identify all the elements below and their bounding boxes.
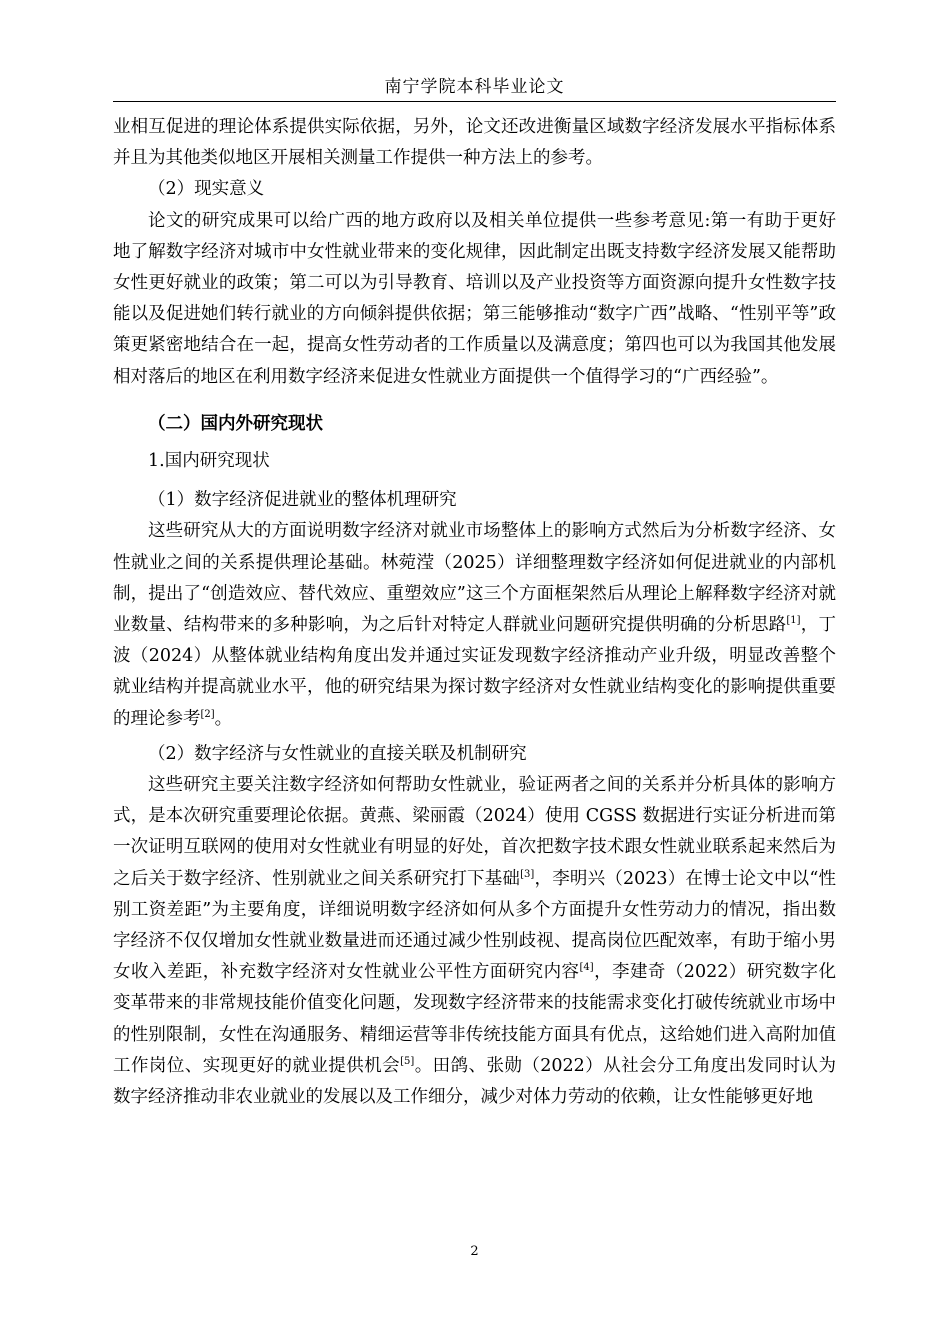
direct-link-paragraph <box>113 770 836 1113</box>
mechanism-paragraph <box>113 516 836 734</box>
text-run: 。 <box>214 708 233 729</box>
subsubsection-heading-direct-link: （2）数字经济与女性就业的直接关联及机制研究 <box>148 743 527 764</box>
text-run: ，丁波（2024）从整体就业结构角度出发并通过实证发现数字经济推动产业升级，明显改善整个就业结构并提高就业水平，他的研究结果为探讨数字经济对女性就业结构变化的影响提供重要的理论参考 <box>113 615 837 729</box>
body-text <box>113 112 836 1113</box>
text-run: ，李明兴（2023）在博士论文中以“性别工资差距”为主要角度，详细说明数字经济如何从多个方面提升女性劳动力的情况，指出数字经济不仅仅增加女性就业数量进而还通过减少性别歧视、提高岗位匹配效率，有助于缩小男女收入差距，补充数字经济对女性就业公平性方面研究内容 <box>113 868 836 983</box>
citation-ref-2[interactable]: [2] <box>200 708 215 720</box>
subsubsection-heading-mechanism: （1）数字经济促进就业的整体机理研究 <box>148 490 457 511</box>
citation-ref-1[interactable]: [1] <box>786 615 801 627</box>
citation-ref-4[interactable]: [4] <box>579 962 594 974</box>
practical-significance-heading: （2）现实意义 <box>148 179 265 200</box>
subsection-heading-domestic: 1.国内研究现状 <box>148 451 270 472</box>
header-rule <box>113 101 836 102</box>
practical-significance-paragraph: 论文的研究成果可以给广西的地方政府以及相关单位提供一些参考意见:第一有助于更好地了解数字经济对城市中女性就业带来的变化规律，因此制定出既支持数字经济发展又能帮助女性更好就业的政策；第二可以为引导教育、培训以及产业投资等方面资源向提升女性数字技能以及促进她们转行就业的方向倾斜提供依据；第三能够推动“数字广西”战略、“性别平等”政策更紧密地结合在一起，提高女性劳动者的工作质量以及满意度；第四也可以为我国其他发展相对落后的地区在利用数字经济来促进女性就业方面提供一个值得学习的“广西经验”。 <box>113 210 836 387</box>
page-number: 2 <box>470 1244 479 1259</box>
paragraph-continuation: 业相互促进的理论体系提供实际依据，另外，论文还改进衡量区域数字经济发展水平指标体系并且为其他类似地区开展相关测量工作提供一种方法上的参考。 <box>113 117 836 169</box>
text-run: 这些研究主要关注数字经济如何帮助女性就业，验证两者之间的关系并分析具体的影响方式，是本次研究重要理论依据。黄燕、梁丽霞（2024）使用 CGSS 数据进行实证分析进而第一次证明互联网的使用对女性就业有明显的好处，首次把数字技术跟女性就业联系起来然后为之后关于数字经济、性别就业之间关系研究打下基础 <box>113 775 836 889</box>
running-header: 南宁学院本科毕业论文 <box>384 77 565 97</box>
citation-ref-3[interactable]: [3] <box>520 868 535 880</box>
section-heading: （二）国内外研究现状 <box>148 413 323 434</box>
text-run: ，李建奇（2022）研究数字化变革带来的非常规技能价值变化问题，发现数字经济带来的技能需求变化打破传统就业市场中的性别限制，女性在沟通服务、精细运营等非传统技能方面具有优点，这给她们进入高附加值工作岗位、实现更好的就业提供机会 <box>113 962 836 1076</box>
text-run: 。田鸽、张勋（2022）从社会分工角度出发同时认为数字经济推动非农业就业的发展以及工作细分，减少对体力劳动的依赖，让女性能够更好地 <box>113 1055 837 1108</box>
citation-ref-5[interactable]: [5] <box>400 1056 415 1068</box>
text-run: 这些研究从大的方面说明数字经济对就业市场整体上的影响方式然后为分析数字经济、女性就业之间的关系提供理论基础。林菀滢（2025）详细整理数字经济如何促进就业的内部机制，提出了“创造效应、替代效应、重塑效应”这三个方面框架然后从理论上解释数字经济对就业数量、结构带来的多种影响，为之后针对特定人群就业问题研究提供明确的分析思路 <box>113 521 836 636</box>
